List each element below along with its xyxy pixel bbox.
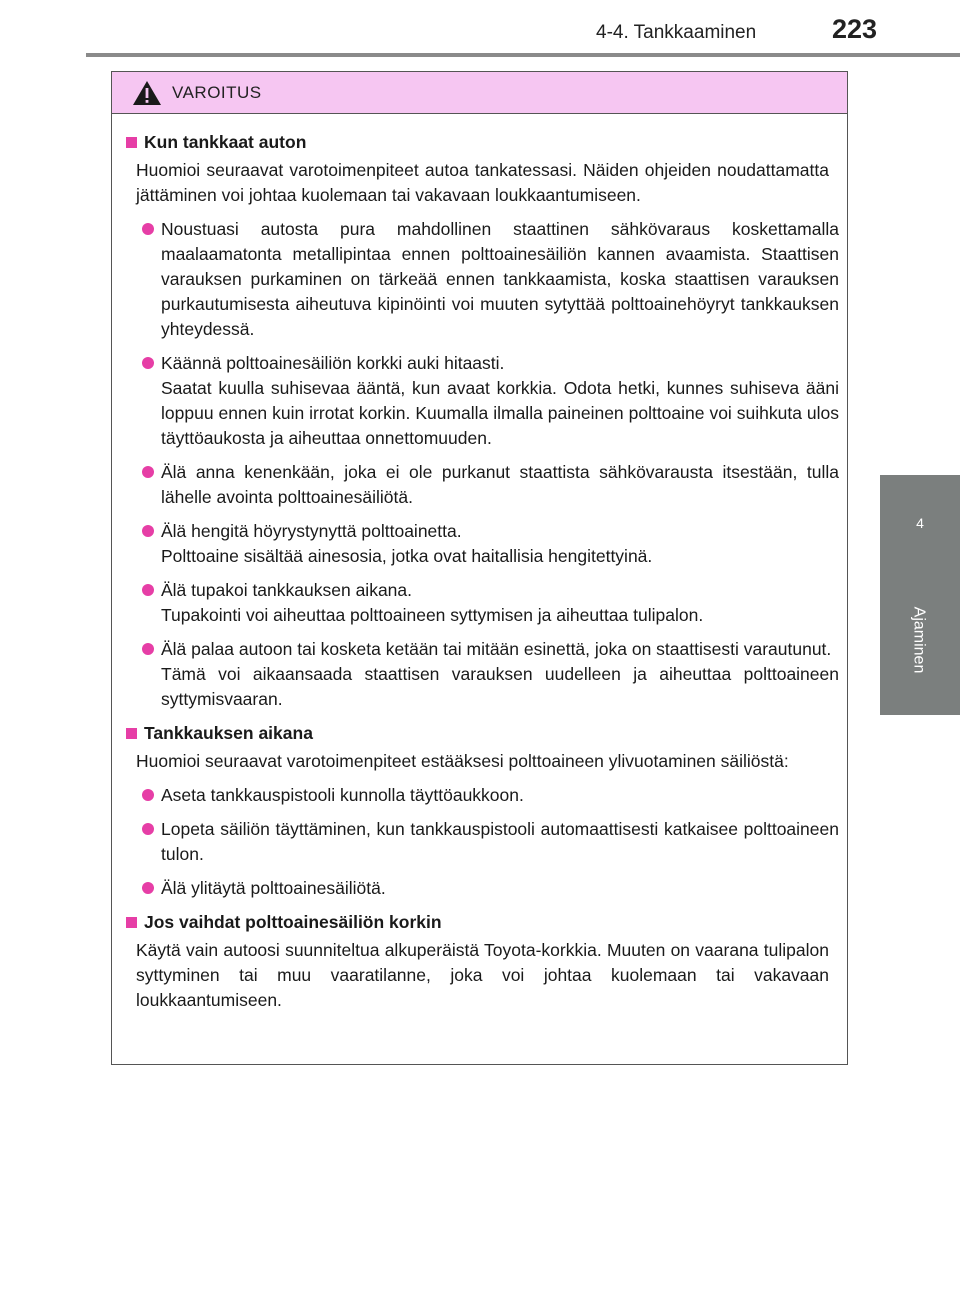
section-heading-text: Jos vaihdat polttoainesäiliön korkin (144, 912, 442, 932)
warning-title: VAROITUS (172, 82, 262, 102)
list-item (126, 519, 839, 569)
circle-bullet-icon (142, 643, 154, 655)
list-item-line: Älä palaa autoon tai kosketa ketään tai mitään esinettä, joka on staattisesti varautunut. (161, 639, 832, 659)
circle-bullet-icon (142, 223, 154, 235)
warning-box (111, 71, 848, 1065)
list-item-text (161, 876, 839, 901)
list-item-line: Lopeta säiliön täyttäminen, kun tankkauspistooli automaattisesti katkaisee polttoaineen tulon. (161, 819, 839, 864)
list-item-text (161, 217, 839, 342)
warning-header (112, 72, 847, 114)
section-heading-text: Kun tankkaat auton (144, 132, 307, 152)
circle-bullet-icon (142, 823, 154, 835)
section-title: 4-4. Tankkaaminen (596, 22, 757, 43)
circle-bullet-icon (142, 789, 154, 801)
list-item-line: Aseta tankkauspistooli kunnolla täyttöaukkoon. (161, 785, 524, 805)
section-heading (126, 130, 839, 155)
list-item-line: Saatat kuulla suhisevaa ääntä, kun avaat korkkia. Odota hetki, kunnes suhiseva ääni loppuu ennen kuin irrotat korkin. Kuumalla ilmalla paineinen polttoaine voi suihkuta ulos täyttöaukosta ja aiheuttaa onnettomuuden. (161, 378, 839, 448)
list-item-line: Älä hengitä höyrystynyttä polttoainetta. (161, 521, 462, 541)
list-item-text (161, 783, 839, 808)
list-item-text (161, 351, 839, 451)
warning-triangle-icon (132, 80, 162, 106)
list-item-line: Älä ylitäytä polttoainesäiliötä. (161, 878, 386, 898)
list-item (126, 817, 839, 867)
circle-bullet-icon (142, 466, 154, 478)
list-item (126, 637, 839, 712)
list-item-line: Älä anna kenenkään, joka ei ole purkanut staattista sähkövarausta itsestään, tulla lähelle avointa polttoainesäiliötä. (161, 462, 839, 507)
warning-content (112, 114, 847, 1013)
list-item-text (161, 817, 839, 867)
square-bullet-icon (126, 917, 137, 928)
header-divider (86, 53, 960, 57)
section-intro: Käytä vain autoosi suunniteltua alkuperäistä Toyota-korkkia. Muuten on vaarana tulipalon syttyminen tai muu vaaratilanne, joka voi johtaa kuolemaan tai vakavaan loukkaantumiseen. (136, 940, 829, 1010)
list-item-line: Polttoaine sisältää ainesosia, jotka ovat haitallisia hengitettyinä. (161, 546, 653, 566)
section-intro: Huomioi seuraavat varotoimenpiteet estääksesi polttoaineen ylivuotaminen säiliöstä: (136, 751, 789, 771)
list-item-line: Tupakointi voi aiheuttaa polttoaineen syttymisen ja aiheuttaa tulipalon. (161, 605, 704, 625)
square-bullet-icon (126, 137, 137, 148)
section-heading (126, 910, 839, 935)
circle-bullet-icon (142, 357, 154, 369)
section-heading-text: Tankkauksen aikana (144, 723, 313, 743)
list-item (126, 783, 839, 808)
list-item-line: Noustuasi autosta pura mahdollinen staattinen sähkövaraus koskettamalla maalaamatonta metallipintaa ennen polttoainesäiliön kannen avaamista. Staattisen varauksen purkaminen on tärkeää ennen tankkaamista, koska staattisen varauksen purkautumisesta aiheutuva kipinöinti voi muuten sytyttää polttoainehöyryt tankkauksen yhteydessä. (161, 219, 839, 339)
list-item-line: Käännä polttoainesäiliön korkki auki hitaasti. (161, 353, 505, 373)
chapter-label-wrap (878, 590, 958, 690)
list-item-line: Tämä voi aikaansaada staattisen varauksen uudelleen ja aiheuttaa polttoaineen syttymisvaaran. (161, 664, 839, 709)
circle-bullet-icon (142, 525, 154, 537)
list-item-text (161, 637, 839, 712)
list-item (126, 217, 839, 342)
circle-bullet-icon (142, 882, 154, 894)
list-item (126, 460, 839, 510)
list-item (126, 351, 839, 451)
section-intro: Huomioi seuraavat varotoimenpiteet autoa tankatessasi. Näiden ohjeiden noudattamatta jättäminen voi johtaa kuolemaan tai vakavaan loukkaantumiseen. (136, 160, 829, 205)
list-item-text (161, 519, 839, 569)
circle-bullet-icon (142, 584, 154, 596)
section-heading (126, 721, 839, 746)
list-item-text (161, 578, 839, 628)
chapter-number: 4 (916, 515, 924, 531)
list-item-text (161, 460, 839, 510)
page-number: 223 (832, 14, 878, 44)
chapter-label: Ajaminen (909, 606, 927, 674)
list-item-line: Älä tupakoi tankkauksen aikana. (161, 580, 412, 600)
list-item (126, 578, 839, 628)
list-item (126, 876, 839, 901)
square-bullet-icon (126, 728, 137, 739)
